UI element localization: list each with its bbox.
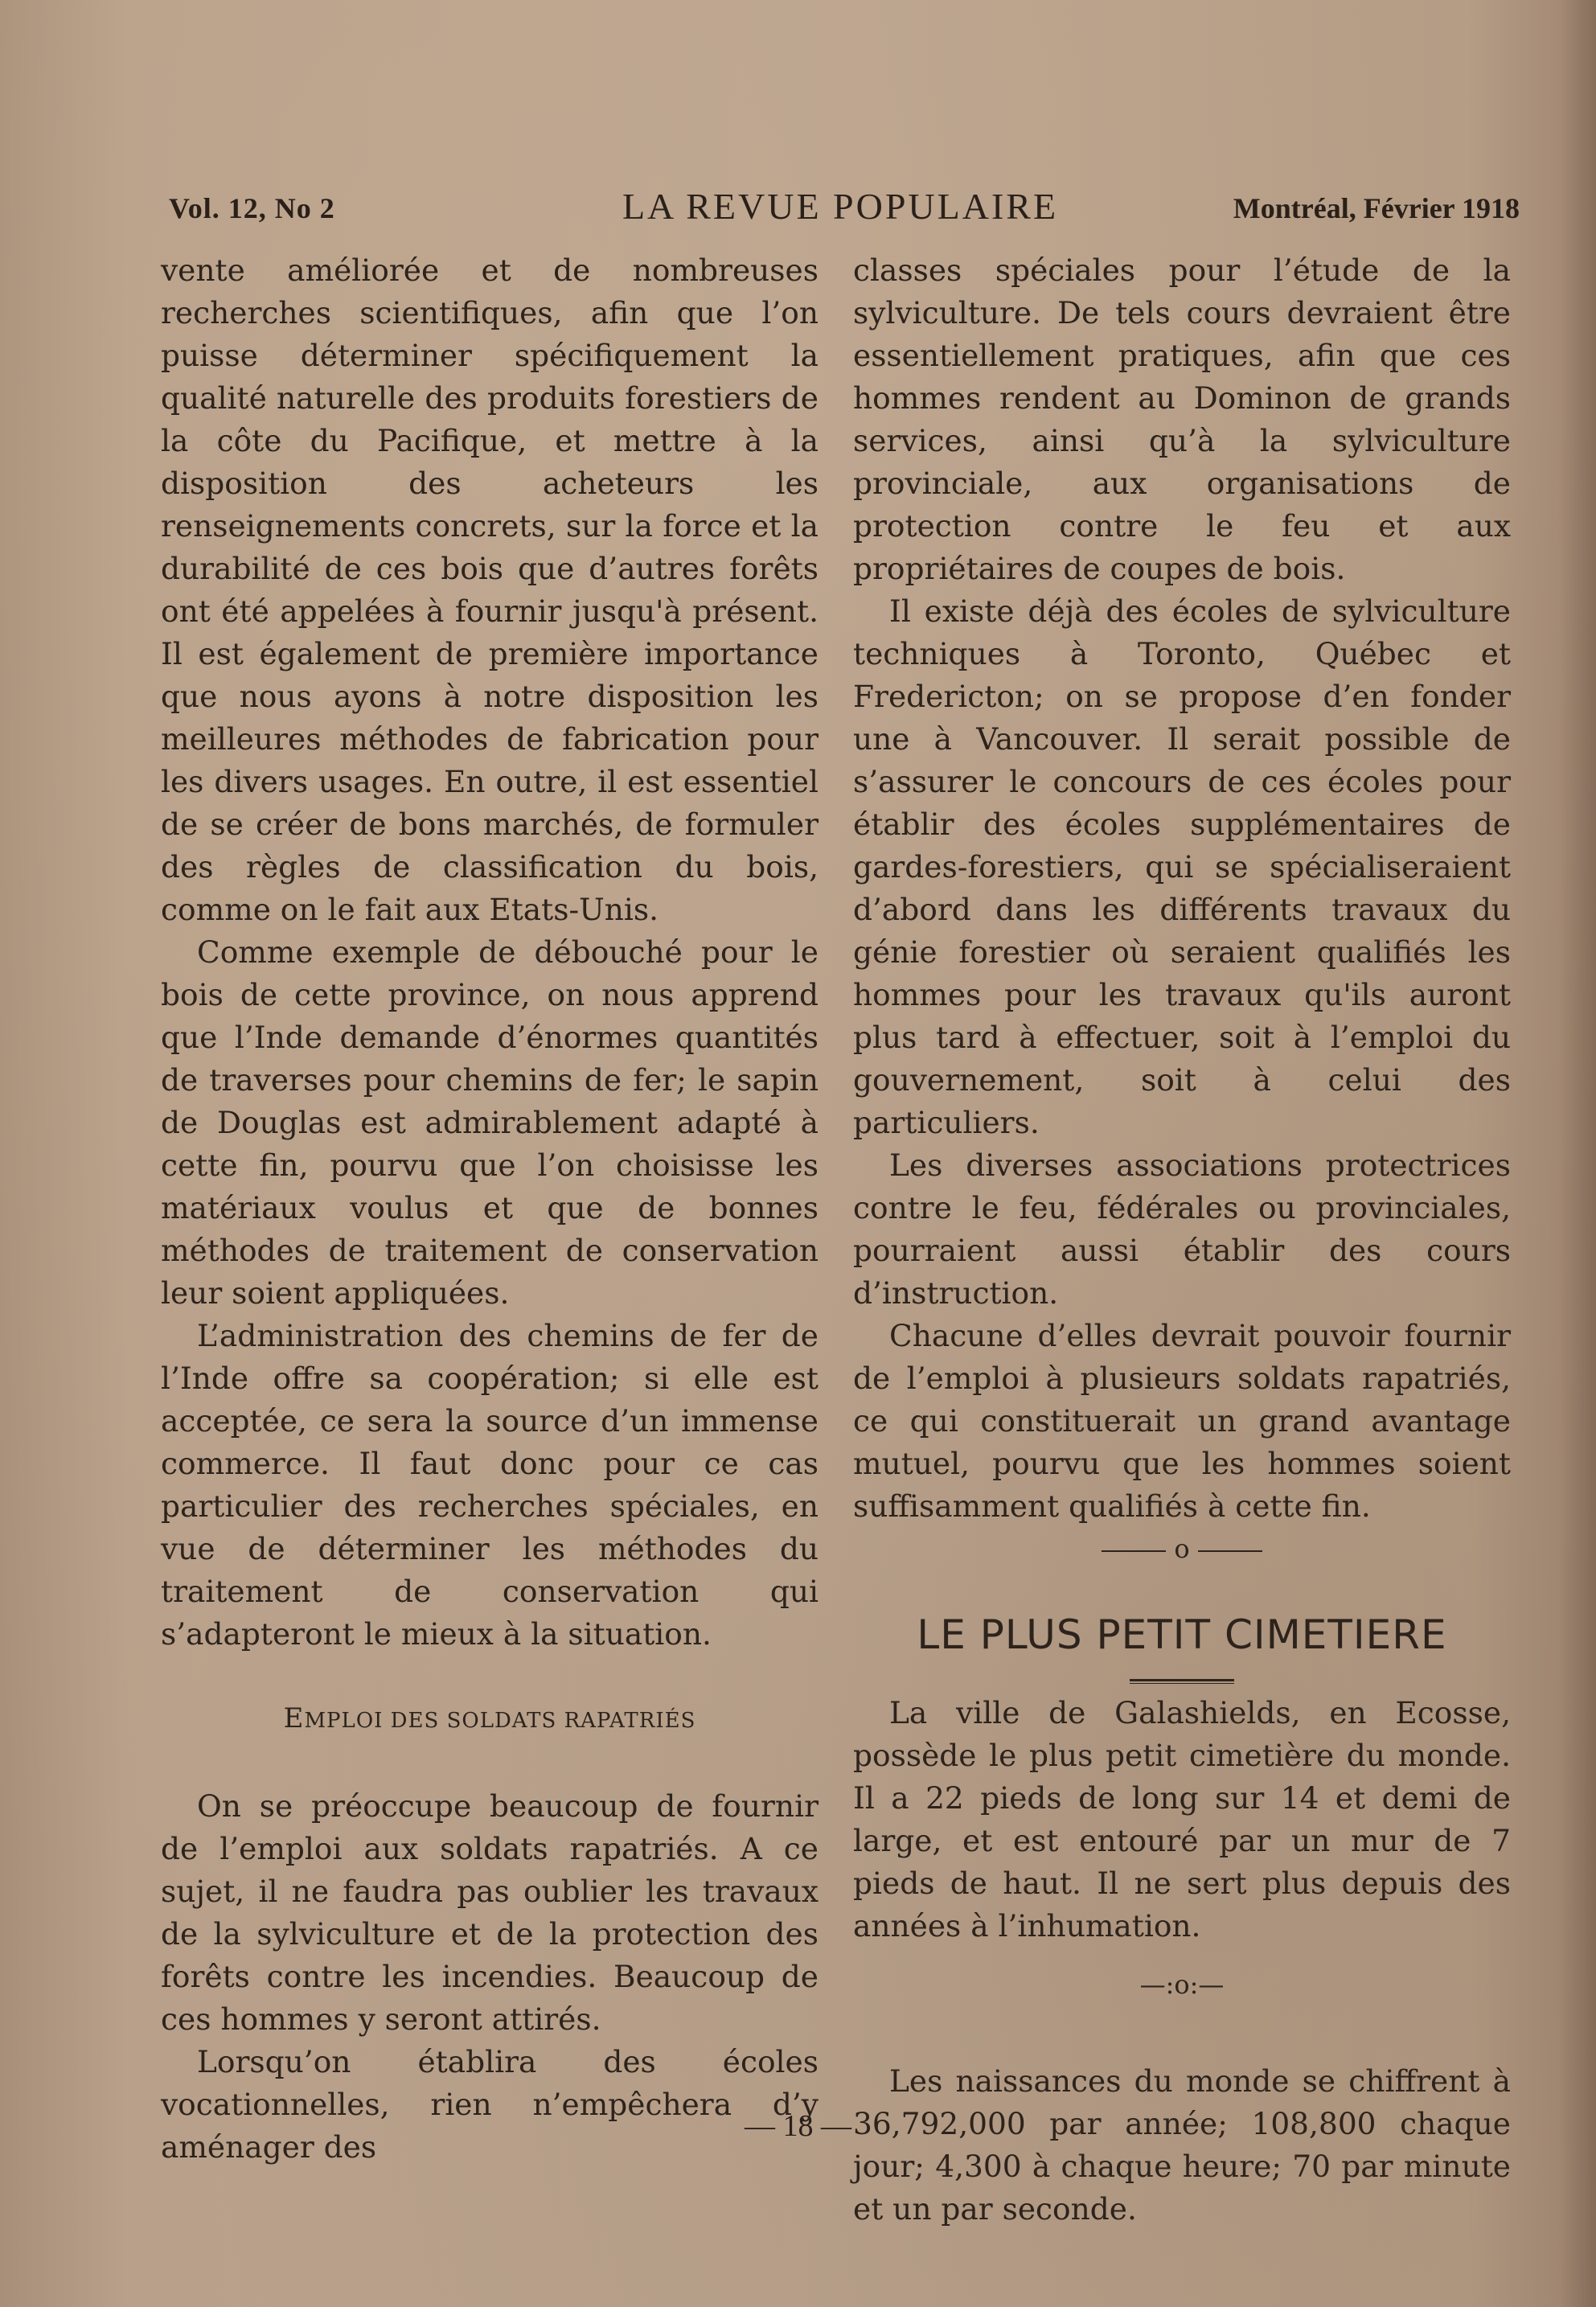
issue-date: Montréal, Février 1918 (1233, 192, 1520, 224)
paragraph: Chacune d’elles devrait pouvoir fournir de l’emploi à plusieurs soldats rapatriés, ce qui constituerait un grand avantage mutuel, pourvu que les hommes soient suffisamment qualifiés à cette fin. (853, 1318, 1511, 1524)
paragraph: On se préoccupe beaucoup de fournir de l’emploi aux soldats rapatriés. A ce sujet, il ne faudra pas oublier les travaux de la sylviculture et de la protection des forêts contre les incendies. Beaucoup de ces hommes y seront attirés. (161, 1788, 819, 2037)
magazine-title: LA REVUE POPULAIRE (622, 186, 1059, 227)
title-rule (1130, 1679, 1234, 1684)
section-heading (161, 1697, 819, 1743)
section-divider (853, 1528, 1511, 1570)
paragraph: classes spéciales pour l’étude de la sylviculture. De tels cours devraient être essentiellement pratiques, afin que ces hommes rendent au Dominon de grands services, ainsi qu’à la sylviculture provinciale, aux organisations de protection contre le feu et aux propriétaires de coupes de bois. (853, 252, 1511, 586)
paragraph: Il existe déjà des écoles de sylviculture techniques à Toronto, Québec et Fredericton; on se propose d’en fonder une à Vancouver. Il serait possible de s’assurer le concours de ces écoles pour établir des écoles supplémentaires de gardes-forestiers, qui se spécialiseraient d’abord dans les différents travaux du génie forestier où seraient qualifiés les hommes pour les travaux qu'ils auront plus tard à effectuer, soit à l’emploi du gouvernement, soit à celui des particuliers. (853, 593, 1511, 1140)
page-edge-shadow (1559, 0, 1596, 2307)
divider-rule (1198, 1550, 1262, 1552)
paragraph: L’administration des chemins de fer de l’Inde offre sa coopération; si elle est acceptée, ce sera la source d’un immense commerce. Il faut donc pour ce cas particulier des recherches spéciales, en vue de déterminer les méthodes du traitement de conservation qui s’adapteront le mieux à la situation. (161, 1318, 819, 1652)
paragraph: vente améliorée et de nombreuses recherches scientifiques, afin que l’on puisse déterminer spécifiquement la qualité naturelle des produits forestiers de la côte du Pacifique, et mettre à la disposition des acheteurs les renseignements concrets, sur la force et la durabilité de ces bois que d’autres forêts ont été appelées à fournir jusqu'à présent. Il est également de première importance que nous ayons à notre disposition les meilleures méthodes de fabrication pour les divers usages. En outre, il est essentiel de se créer de bons marchés, de formuler des règles de classification du bois, comme on le fait aux Etats-Unis. (161, 252, 819, 927)
right-column (853, 249, 1511, 2231)
left-column (161, 249, 819, 2169)
small-divider: —:o:— (1139, 1969, 1225, 2000)
volume-number: Vol. 12, No 2 (169, 192, 335, 224)
paragraph: Les diverses associations protectrices contre le feu, fédérales ou provinciales, pourraient aussi établir des cours d’instruction. (853, 1147, 1511, 1311)
paragraph: Lorsqu’on établira des écoles vocationnelles, rien n’empêchera d’y aménager des (161, 2044, 819, 2165)
section-heading-initial: E (283, 1702, 305, 1734)
divider-mark: o (1174, 1533, 1190, 1564)
paragraph: La ville de Galashields, en Ecosse, possède le plus petit cimetière du monde. Il a 22 pieds de long sur 14 et demi de large, et est entouré par un mur de 7 pieds de haut. Il ne sert plus depuis des années à l’inhumation. (853, 1695, 1511, 1944)
divider-rule (1102, 1550, 1166, 1552)
section-heading-text: MPLOI DES SOLDATS RAPATRIÉS (304, 1709, 696, 1733)
page-number: — 18 — (745, 2109, 851, 2143)
paragraph: Les naissances du monde se chiffrent à 36,792,000 par année; 108,800 chaque jour; 4,300 à chaque heure; 70 par minute et un par seconde. (853, 2063, 1511, 2227)
page-header (161, 185, 1520, 233)
paragraph: Comme exemple de débouché pour le bois de cette province, on nous apprend que l’Inde demande d’énormes quantités de traverses pour chemins de fer; le sapin de Douglas est admirablement adapté à cette fin, pourvu que l’on choisisse les matériaux voulus et que de bonnes méthodes de traitement de conservation leur soient appliquées. (161, 934, 819, 1311)
article-title: LE PLUS PETIT CIMETIERE (917, 1611, 1447, 1658)
